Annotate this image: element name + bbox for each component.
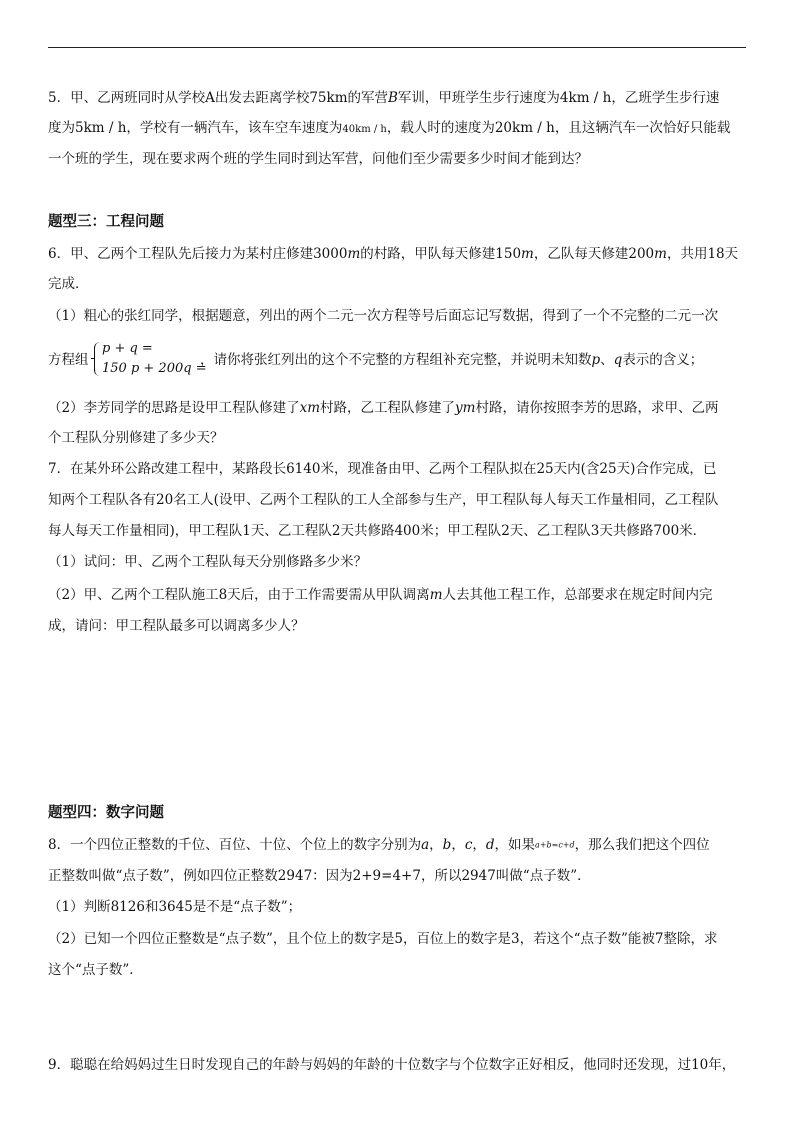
q6-part-2-line-2: 个工程队分别修建了多少天？ <box>48 430 224 446</box>
equation-2: 150 p + 200q = <box>102 361 207 376</box>
system-instruction: ，请你将张红列出的这个不完整的方程组补充完整，并说明未知数p、q表示的含义； <box>200 352 704 368</box>
q7-line-3: 每人每天工作量相同)，甲工程队1天、乙工程队2天共修路400米；甲工程队2天、乙工程队3天共修路700米． <box>48 523 707 539</box>
q5-line-2: 度为5km / h，学校有一辆汽车，该车空车速度为40km / h，载人时的速度为20km / h，且这辆汽车一次恰好只能载 <box>48 120 731 136</box>
q7-line-1: 7．在某外环公路改建工程中，某路段长6140米，现准备由甲、乙两个工程队拟在25天内(含25天)合作完成，已 <box>48 461 717 477</box>
q6-part-1: （1）粗心的张红同学，根据题意，列出的两个二元一次方程等号后面忘记写数据，得到了一个不完整的二元一次 <box>48 308 719 324</box>
q6-line-1: 6．甲、乙两个工程队先后接力为某村庄修建3000m的村路，甲队每天修建150m，乙队每天修建200m，共用18天 <box>48 246 739 262</box>
q8-line-1: 8．一个四位正整数的千位、百位、十位、个位上的数字分别为a，b，c，d，如果a+b=c+d，那么我们把这个四位 <box>48 837 710 853</box>
section-title-4: 题型四：数字问题 <box>48 804 164 821</box>
q5-line-1: 5．甲、乙两班同时从学校A出发去距离学校75km的军营B军训，甲班学生步行速度为4km / h，乙班学生步行速 <box>48 90 720 106</box>
equation-1: p + q = <box>102 341 153 356</box>
q8-line-2: 正整数叫做“点子数”，例如四位正整数2947：因为2+9=4+7，所以2947叫做“点子数”． <box>48 868 591 884</box>
system-label: 方程组 <box>48 352 89 368</box>
section-title-3: 题型三：工程问题 <box>48 213 164 230</box>
q6-line-2: 完成． <box>48 276 89 292</box>
header-rule <box>48 47 746 48</box>
q9-line-1: 9．聪聪在给妈妈过生日时发现自己的年龄与妈妈的年龄的十位数字与个位数字正好相反，他同时还发现，过10年， <box>48 1057 736 1073</box>
q6-part-2: （2）李芳同学的思路是设甲工程队修建了xm村路，乙工程队修建了ym村路，请你按照李芳的思路，求甲、乙两 <box>48 400 719 416</box>
equation-brace <box>94 342 101 376</box>
q8-part-2: （2）已知一个四位正整数是“点子数”，且个位上的数字是5，百位上的数字是3，若这个“点子数”能被7整除，求 <box>48 931 718 947</box>
q5-line-3: 一个班的学生，现在要求两个班的学生同时到达军营，问他们至少需要多少时间才能到达？ <box>48 151 588 167</box>
q7-part-1: （1）试问：甲、乙两个工程队每天分别修路多少米？ <box>48 554 368 570</box>
q7-part-2: （2）甲、乙两个工程队施工8天后，由于工作需要需从甲队调离m人去其他工程工作，总部要求在规定时间内完 <box>48 587 713 603</box>
q8-part-2-line-2: 这个“点子数”． <box>48 962 143 978</box>
q7-line-2: 知两个工程队各有20名工人(设甲、乙两个工程队的工人全部参与生产，甲工程队每人每天工作量相同，乙工程队 <box>48 492 719 508</box>
q7-part-2-line-2: 成，请问：甲工程队最多可以调离多少人？ <box>48 618 305 634</box>
equation-brace-point <box>91 358 95 359</box>
q8-part-1: （1）判断8126和3645是不是“点子数”； <box>48 899 302 915</box>
